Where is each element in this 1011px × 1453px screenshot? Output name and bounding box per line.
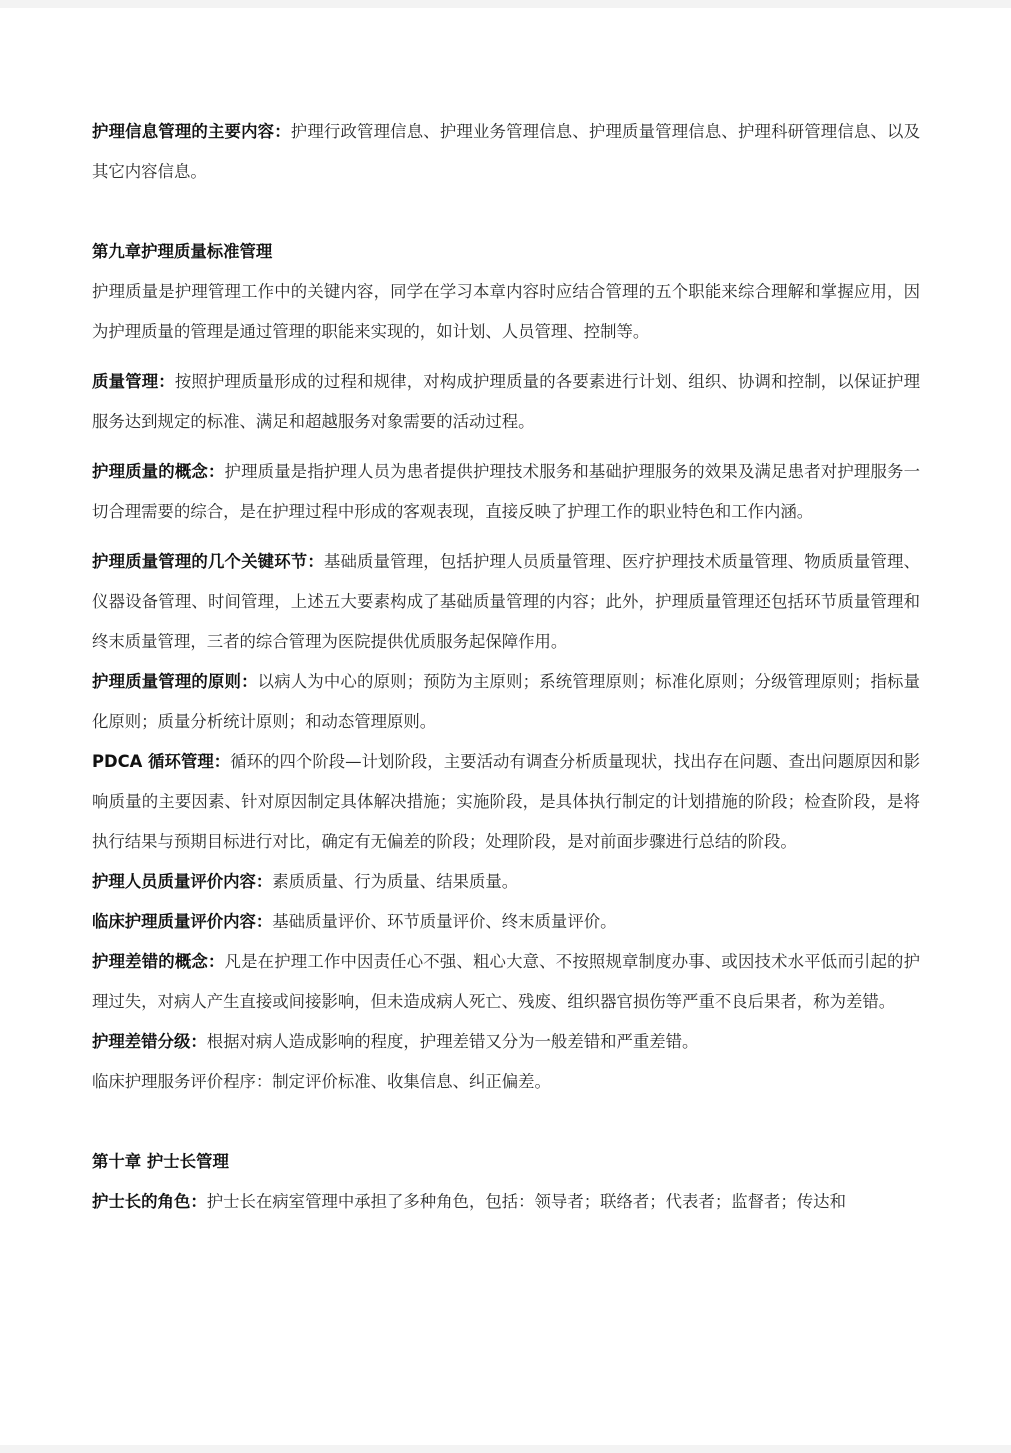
paragraph-error-concept [92,942,920,1022]
text-clinical-evaluation: 基础质量评价、环节质量评价、终末质量评价。 [272,912,617,931]
term-clinical-evaluation: 临床护理质量评价内容： [92,912,273,931]
chapter-9-heading: 第九章护理质量标准管理 [92,242,273,261]
text-head-nurse-role: 护士长在病室管理中承担了多种角色，包括：领导者；联络者；代表者；监督者；传达和 [206,1192,846,1211]
text-pdca: 循环的四个阶段—计划阶段，主要活动有调查分析质量现状，找出存在问题、查出问题原因和影响质量的主要因素、针对原因制定具体解决措施；实施阶段，是具体执行制定的计划措施的阶段；检查阶段，是将执行结果与预期目标进行对比，确定有无偏差的阶段；处理阶段，是对前面步骤进行总结的阶段。 [92,752,920,851]
term-head-nurse-role: 护士长的角色： [92,1192,207,1211]
term-info-management: 护理信息管理的主要内容： [92,122,291,141]
term-quality-management: 质量管理： [92,372,175,391]
paragraph-info-management [92,112,920,192]
document-page [0,8,1011,1445]
term-principles: 护理质量管理的原则： [92,672,258,691]
document-body [92,112,920,1222]
term-error-concept: 护理差错的概念： [92,952,225,971]
text-key-links: 基础质量管理，包括护理人员质量管理、医疗护理技术质量管理、物质质量管理、仪器设备管理、时间管理，上述五大要素构成了基础质量管理的内容；此外，护理质量管理还包括环节质量管理和终末质量管理，三者的综合管理为医院提供优质服务起保障作用。 [92,552,921,651]
term-key-links: 护理质量管理的几个关键环节： [92,552,324,571]
text-principles: 以病人为中心的原则；预防为主原则；系统管理原则；标准化原则；分级管理原则；指标量化原则；质量分析统计原则；和动态管理原则。 [92,672,921,731]
term-staff-evaluation: 护理人员质量评价内容： [92,872,273,891]
text-staff-evaluation: 素质质量、行为质量、结果质量。 [272,872,519,891]
term-nursing-quality-concept: 护理质量的概念： [92,462,225,481]
paragraph-pdca [92,742,920,862]
paragraph-staff-evaluation [92,862,920,902]
term-error-grading: 护理差错分级： [92,1032,207,1051]
paragraph-key-links [92,542,920,662]
chapter-10-heading: 第十章 护士长管理 [92,1152,229,1171]
term-pdca: PDCA 循环管理： [92,752,231,771]
paragraph-service-evaluation: 临床护理服务评价程序：制定评价标准、收集信息、纠正偏差。 [92,1072,551,1091]
text-quality-management: 按照护理质量形成的过程和规律，对构成护理质量的各要素进行计划、组织、协调和控制，以保证护理服务达到规定的标准、满足和超越服务对象需要的活动过程。 [92,372,921,431]
paragraph-quality-management [92,362,920,442]
paragraph-nursing-quality-concept [92,452,920,532]
paragraph-error-grading [92,1022,920,1062]
paragraph-clinical-evaluation [92,902,920,942]
text-error-concept: 凡是在护理工作中因责任心不强、粗心大意、不按照规章制度办事、或因技术水平低而引起的护理过失，对病人产生直接或间接影响，但未造成病人死亡、残废、组织器官损伤等严重不良后果者，称为差错。 [92,952,921,1011]
text-info-management: 护理行政管理信息、护理业务管理信息、护理质量管理信息、护理科研管理信息、以及其它内容信息。 [92,122,921,181]
chapter-9-intro: 护理质量是护理管理工作中的关键内容，同学在学习本章内容时应结合管理的五个职能来综合理解和掌握应用，因为护理质量的管理是通过管理的职能来实现的，如计划、人员管理、控制等。 [92,282,920,341]
text-error-grading: 根据对病人造成影响的程度，护理差错又分为一般差错和严重差错。 [206,1032,699,1051]
text-nursing-quality-concept: 护理质量是指护理人员为患者提供护理技术服务和基础护理服务的效果及满足患者对护理服务一切合理需要的综合，是在护理过程中形成的客观表现，直接反映了护理工作的职业特色和工作内涵。 [92,462,921,521]
paragraph-principles [92,662,920,742]
paragraph-head-nurse-role [92,1182,920,1222]
